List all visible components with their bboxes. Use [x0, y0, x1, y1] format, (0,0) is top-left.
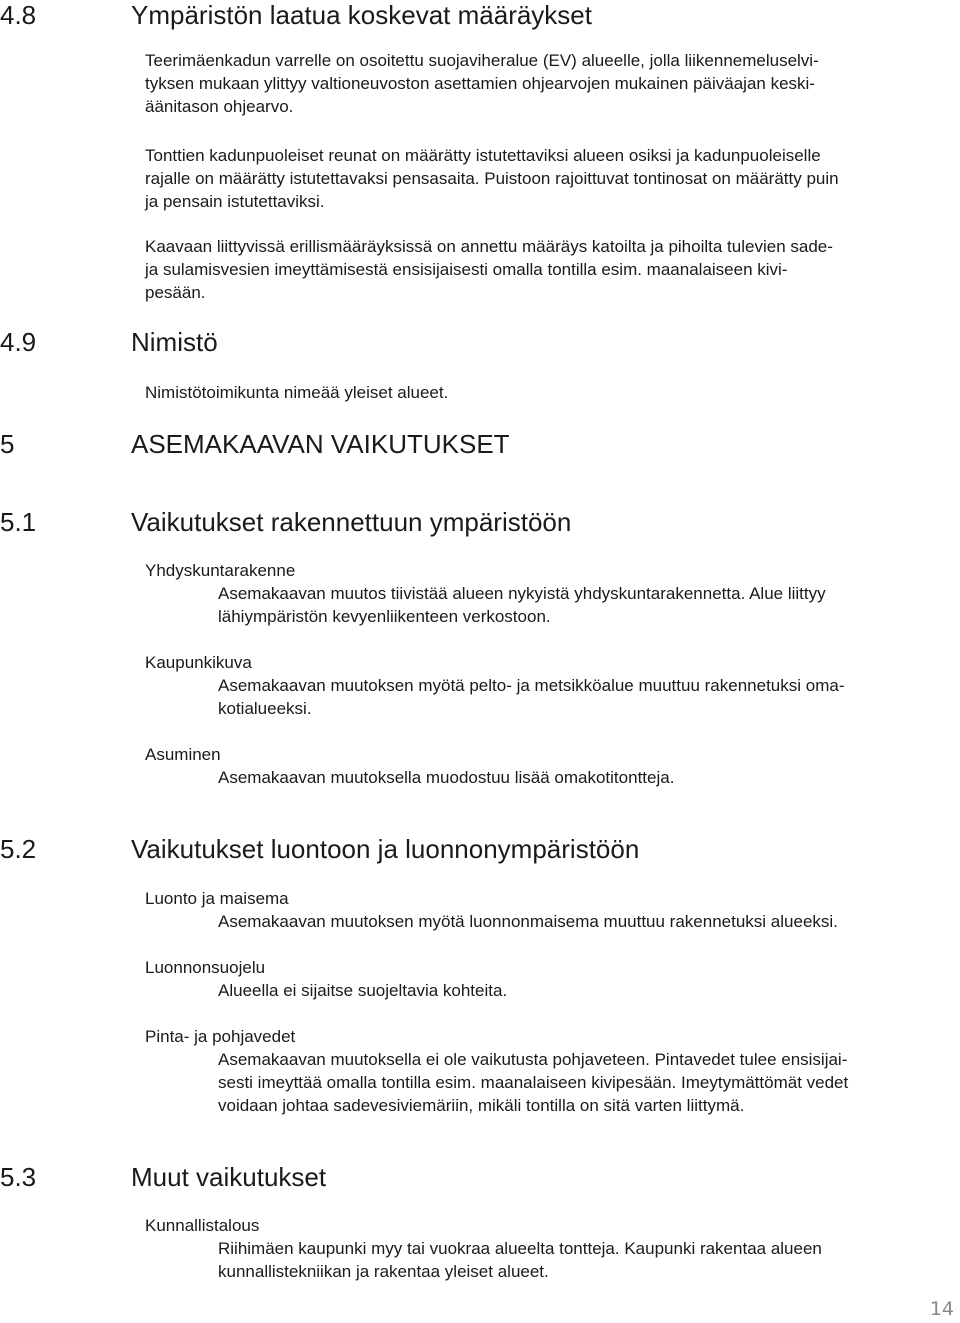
paragraph-sadevedet	[145, 235, 960, 304]
text-line: Tonttien kadunpuoleiset reunat on määrätty istutettaviksi alueen osiksi ja kadunpuoleiselle	[145, 146, 821, 165]
paragraph-istutukset	[145, 144, 960, 213]
text-line: tyksen mukaan ylittyy valtioneuvoston asettamien ohjearvojen mukainen päiväajan keski-	[145, 74, 815, 93]
paragraph-nimisto	[145, 381, 960, 404]
subheading-asuminen: Asuminen	[145, 745, 221, 764]
text-line: Nimistötoimikunta nimeää yleiset alueet.	[145, 383, 449, 402]
text-line: Asemakaavan muutoksella muodostuu lisää omakotitontteja.	[218, 768, 675, 787]
page-number: 14	[929, 1298, 954, 1320]
text-line: kunnallistekniikan ja rakentaa yleiset alueet.	[218, 1262, 549, 1281]
subheading-yhdyskuntarakenne: Yhdyskuntarakenne	[145, 561, 296, 580]
text-line: ja sulamisvesien imeyttämisestä ensisijaisesti omalla tontilla esim. maanalaiseen kivi-	[145, 260, 788, 279]
text-line: ja pensain istutettaviksi.	[145, 192, 325, 211]
heading-number: 5.3	[0, 1162, 37, 1192]
heading-number: 5.2	[0, 834, 37, 864]
subheading-pinta-ja-pohjavedet: Pinta- ja pohjavedet	[145, 1027, 296, 1046]
heading-number: 4.8	[0, 0, 37, 30]
text-line: voidaan johtaa sadevesiviemäriin, mikäli tontilla on sitä varten liittymä.	[218, 1096, 745, 1115]
paragraph-luonnonsuojelu	[218, 979, 507, 1002]
text-line: pesään.	[145, 283, 206, 302]
text-line: Asemakaavan muutoksen myötä pelto- ja metsikköalue muuttuu rakennetuksi oma-	[218, 676, 845, 695]
paragraph-luonto-ja-maisema	[218, 910, 838, 933]
text-line: Asemakaavan muutos tiivistää alueen nykyistä yhdyskuntarakennetta. Alue liittyy	[218, 584, 826, 603]
paragraph-pinta-ja-pohjavedet	[218, 1048, 848, 1117]
text-line: Teerimäenkadun varrelle on osoitettu suojaviheralue (EV) alueelle, jolla liikennemeluselvi-	[145, 51, 819, 70]
heading-title: Muut vaikutukset	[131, 1162, 327, 1192]
text-line: Alueella ei sijaitse suojeltavia kohteita.	[218, 981, 508, 1000]
paragraph-yhdyskuntarakenne	[218, 582, 826, 628]
text-line: lähiympäristön kevyenliikenteen verkostoon.	[218, 607, 551, 626]
heading-title: Vaikutukset rakennettuun ympäristöön	[131, 507, 572, 537]
text-line: Kaavaan liittyvissä erillismääräyksissä on annettu määräys katoilta ja pihoilta tulevien sade-	[145, 237, 833, 256]
heading-title: ASEMAKAAVAN VAIKUTUKSET	[131, 429, 510, 459]
text-line: kotialueeksi.	[218, 699, 312, 718]
heading-number: 4.9	[0, 327, 37, 357]
paragraph-ev-alue	[145, 49, 960, 118]
paragraph-kunnallistalous	[218, 1237, 822, 1283]
text-line: sesti imeyttää omalla tontilla esim. maanalaiseen kivipesään. Imeytymättömät vedet	[218, 1073, 849, 1092]
text-line: Asemakaavan muutoksen myötä luonnonmaisema muuttuu rakennetuksi alueeksi.	[218, 912, 838, 931]
heading-title: Vaikutukset luontoon ja luonnonympäristöön	[131, 834, 640, 864]
heading-number: 5	[0, 429, 15, 459]
text-line: Asemakaavan muutoksella ei ole vaikutusta pohjaveteen. Pintavedet tulee ensisijai-	[218, 1050, 848, 1069]
subheading-kaupunkikuva: Kaupunkikuva	[145, 653, 252, 672]
text-line: rajalle on määrätty istutettavaksi pensasaita. Puistoon rajoittuvat tontinosat on määrätty puin	[145, 169, 839, 188]
text-line: Riihimäen kaupunki myy tai vuokraa alueelta tontteja. Kaupunki rakentaa alueen	[218, 1239, 822, 1258]
subheading-kunnallistalous: Kunnallistalous	[145, 1216, 260, 1235]
text-line: äänitason ohjearvo.	[145, 97, 294, 116]
subheading-luonto-ja-maisema: Luonto ja maisema	[145, 889, 289, 908]
paragraph-kaupunkikuva	[218, 674, 844, 720]
heading-number: 5.1	[0, 507, 37, 537]
subheading-luonnonsuojelu: Luonnonsuojelu	[145, 958, 266, 977]
paragraph-asuminen	[218, 766, 674, 789]
heading-title: Ympäristön laatua koskevat määräykset	[131, 0, 592, 30]
heading-title: Nimistö	[131, 327, 218, 357]
